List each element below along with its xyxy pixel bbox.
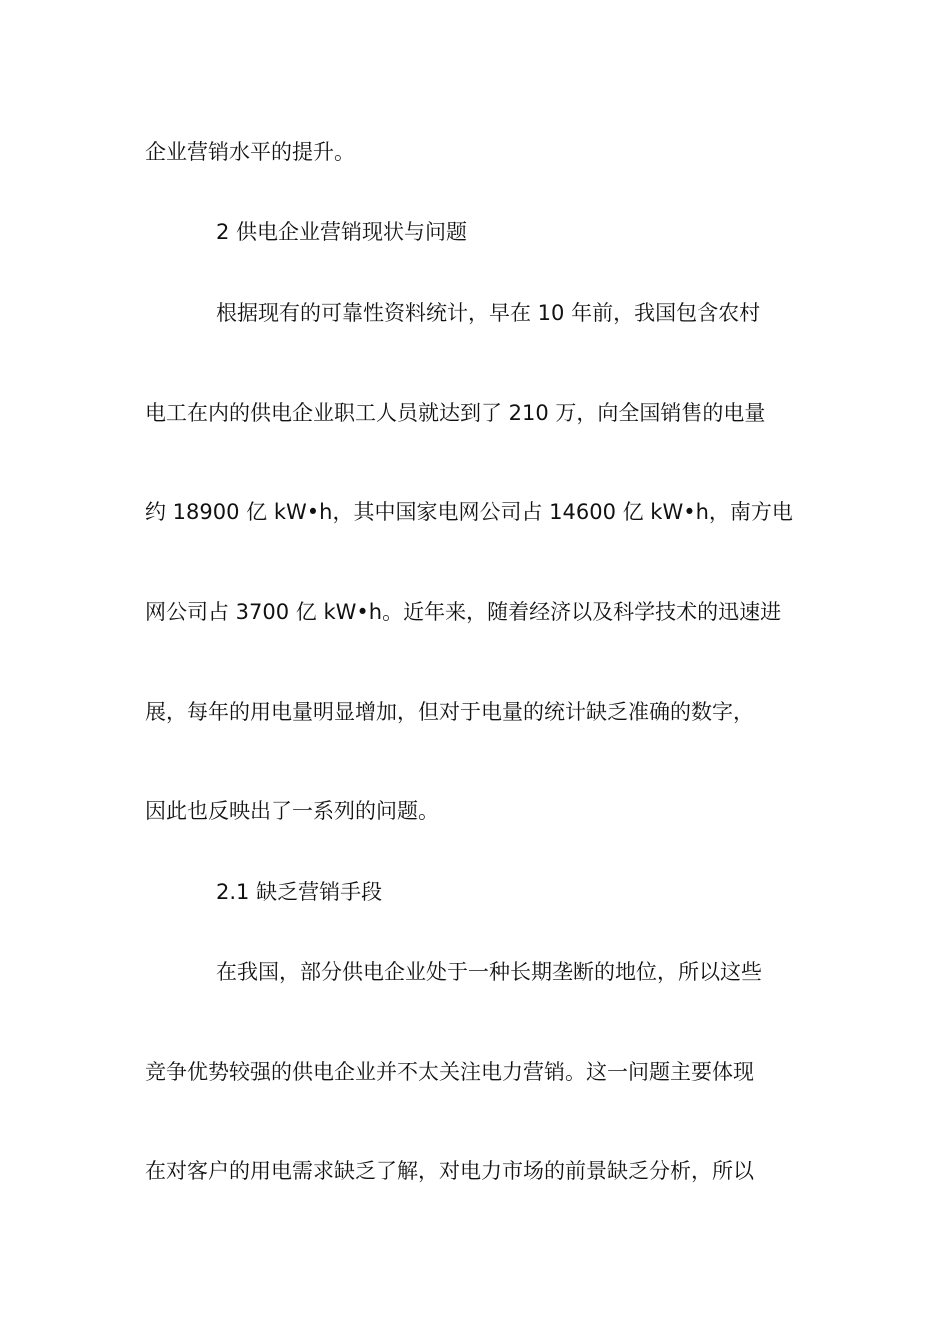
section-heading-2: 2 供电企业营销现状与问题 <box>216 220 468 244</box>
paragraph-line: 在我国，部分供电企业处于一种长期垄断的地位，所以这些 <box>216 960 762 984</box>
paragraph-line: 在对客户的用电需求缺乏了解，对电力市场的前景缺乏分析，所以 <box>145 1159 754 1183</box>
paragraph-line: 网公司占 3700 亿 kW•h。近年来，随着经济以及科学技术的迅速进 <box>145 600 782 624</box>
paragraph-line: 因此也反映出了一系列的问题。 <box>145 799 439 823</box>
paragraph-line: 约 18900 亿 kW•h，其中国家电网公司占 14600 亿 kW•h，南方电 <box>145 500 793 524</box>
paragraph-line: 电工在内的供电企业职工人员就达到了 210 万，向全国销售的电量 <box>145 401 766 425</box>
paragraph-line: 企业营销水平的提升。 <box>145 140 355 164</box>
section-heading-2-1: 2.1 缺乏营销手段 <box>216 880 383 904</box>
paragraph-line: 竞争优势较强的供电企业并不太关注电力营销。这一问题主要体现 <box>145 1060 754 1084</box>
paragraph-line: 展，每年的用电量明显增加，但对于电量的统计缺乏准确的数字， <box>145 700 754 724</box>
paragraph-line: 根据现有的可靠性资料统计，早在 10 年前，我国包含农村 <box>216 301 761 325</box>
